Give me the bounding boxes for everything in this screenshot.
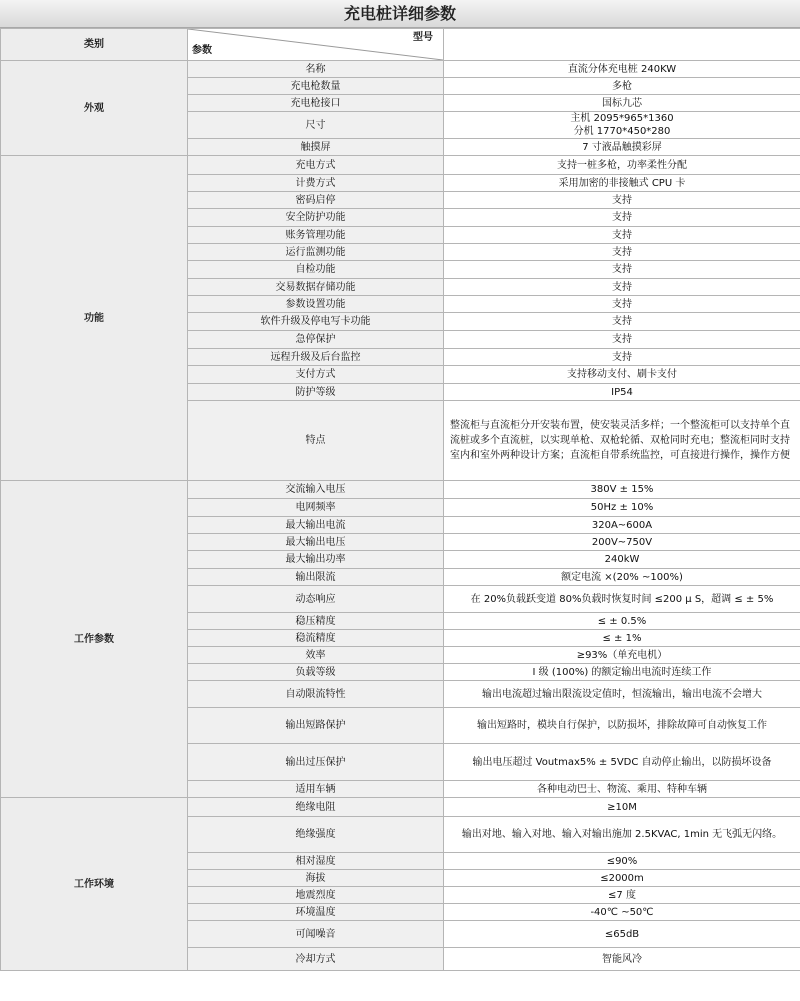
- param-value-cell: [444, 384, 800, 401]
- param-name-cell: 输出短路保护: [188, 708, 444, 744]
- param-value-cell: [444, 139, 800, 156]
- param-name-cell: 输出限流: [188, 569, 444, 586]
- param-value-cell: [444, 904, 800, 921]
- param-name-cell: 触摸屏: [188, 139, 444, 156]
- param-name-cell: 交流输入电压: [188, 481, 444, 499]
- value-line: 支持: [612, 334, 632, 345]
- param-value-cell: [444, 61, 800, 78]
- value-line: 国标九芯: [602, 97, 642, 109]
- param-name-cell: 安全防护功能: [188, 209, 444, 227]
- value-line: ≤7 度: [608, 889, 636, 901]
- header-diagonal-line: [188, 29, 443, 60]
- value-line: 支持: [612, 246, 632, 258]
- param-value-cell: [444, 681, 800, 708]
- param-value-cell: [444, 708, 800, 744]
- spec-row: [1, 156, 800, 175]
- param-value-cell: [444, 313, 800, 331]
- value-line: 支持: [612, 229, 632, 241]
- value-line: ≤ ± 0.5%: [597, 615, 647, 627]
- param-value-cell: [444, 647, 800, 664]
- spec-row: [1, 798, 800, 817]
- param-name-cell: 冷却方式: [188, 948, 444, 971]
- param-name-cell: 充电方式: [188, 156, 444, 175]
- param-name-cell: 绝缘强度: [188, 817, 444, 853]
- value-line: 输出电流超过输出限流设定值时，恒流输出，输出电流不会增大: [482, 688, 762, 700]
- param-value-cell: [444, 366, 800, 384]
- param-value-cell: [444, 78, 800, 95]
- value-line: 分机 1770*450*280: [573, 126, 671, 137]
- value-line: 各种电动巴士、物流、乘用、特种车辆: [537, 783, 707, 795]
- param-value-cell: [444, 481, 800, 499]
- value-line: 输出电压超过 Voutmax5% ± 5VDC 自动停止输出，以防损坏设备: [472, 756, 772, 768]
- value-line: ≤90%: [606, 855, 638, 867]
- value-line: 200V~750V: [591, 536, 653, 548]
- param-name-cell: 稳压精度: [188, 613, 444, 630]
- value-line: 支持: [612, 298, 632, 310]
- param-value-cell: [444, 798, 800, 817]
- param-name-cell: 环境温度: [188, 904, 444, 921]
- param-name-cell: 防护等级: [188, 384, 444, 401]
- category-cell: 功能: [1, 156, 188, 481]
- param-name-cell: 最大输出电流: [188, 517, 444, 534]
- value-line: 支持: [612, 212, 632, 223]
- value-line: ≤2000m: [600, 872, 644, 884]
- value-line: 320A~600A: [591, 519, 653, 531]
- param-name-cell: 海拔: [188, 870, 444, 887]
- param-value-cell: [444, 948, 800, 971]
- param-value-cell: [444, 192, 800, 209]
- param-name-cell: 软件升级及停电写卡功能: [188, 313, 444, 331]
- param-value-cell: [444, 744, 800, 781]
- param-value-cell: [444, 156, 800, 175]
- header-category: 类别: [1, 29, 188, 61]
- param-name-cell: 特点: [188, 401, 444, 481]
- spec-row: [1, 61, 800, 78]
- spec-table: [0, 28, 800, 971]
- param-value-cell: [444, 331, 800, 349]
- value-line: 支持: [612, 316, 632, 327]
- param-value-cell: [444, 817, 800, 853]
- param-name-cell: 支付方式: [188, 366, 444, 384]
- value-line: 支持一桩多枪，功率柔性分配: [557, 159, 687, 171]
- param-name-cell: 运行监测功能: [188, 244, 444, 261]
- value-line: I 级 (100%) 的额定输出电流时连续工作: [532, 666, 712, 678]
- value-line: 支持: [612, 264, 632, 275]
- param-name-cell: 最大输出功率: [188, 551, 444, 569]
- param-value-cell: [444, 534, 800, 551]
- param-name-cell: 远程升级及后台监控: [188, 349, 444, 366]
- category-cell: 工作参数: [1, 481, 188, 798]
- category-cell: 外观: [1, 61, 188, 156]
- header-param: 参数: [192, 45, 212, 56]
- param-name-cell: 密码启停: [188, 192, 444, 209]
- param-value-cell: [444, 279, 800, 296]
- param-value-cell: [444, 244, 800, 261]
- header-model: 型号: [413, 32, 433, 43]
- value-line: 240kW: [604, 554, 640, 565]
- param-name-cell: 地震烈度: [188, 887, 444, 904]
- param-name-cell: 适用车辆: [188, 781, 444, 798]
- header-diagonal-cell: [188, 29, 444, 61]
- value-line: 输出对地、输入对地、输入对输出施加 2.5KVAC, 1min 无飞弧无闪络。: [461, 829, 783, 840]
- param-value-cell: [444, 175, 800, 192]
- value-line: ≥10M: [607, 801, 637, 813]
- param-name-cell: 名称: [188, 61, 444, 78]
- param-name-cell: 自动限流特性: [188, 681, 444, 708]
- param-value-cell: [444, 870, 800, 887]
- param-name-cell: 输出过压保护: [188, 744, 444, 781]
- value-line: 智能风冷: [602, 953, 642, 965]
- value-line: 输出短路时，模块自行保护，以防损坏，排除故障可自动恢复工作: [477, 720, 767, 731]
- value-line: 主机 2095*965*1360: [570, 113, 674, 124]
- param-name-cell: 动态响应: [188, 586, 444, 613]
- param-value-cell: [444, 517, 800, 534]
- param-name-cell: 参数设置功能: [188, 296, 444, 313]
- value-line: 7 寸液晶触摸彩屏: [582, 141, 662, 153]
- value-line: 多枪: [612, 80, 632, 92]
- param-name-cell: 可闻噪音: [188, 921, 444, 948]
- param-value-cell: [444, 551, 800, 569]
- value-line: ≤ ± 1%: [602, 632, 642, 644]
- param-value-cell: [444, 112, 800, 139]
- param-value-cell: [444, 401, 800, 481]
- category-cell: 工作环境: [1, 798, 188, 971]
- value-line: ≥93%（单充电机）: [576, 649, 668, 661]
- param-name-cell: 交易数据存储功能: [188, 279, 444, 296]
- param-name-cell: 效率: [188, 647, 444, 664]
- param-name-cell: 自检功能: [188, 261, 444, 279]
- param-name-cell: 账务管理功能: [188, 227, 444, 244]
- spec-row: [1, 481, 800, 499]
- value-line: 在 20%负载跃变道 80%负载时恢复时间 ≤200 μ S，超调 ≤ ± 5%: [470, 593, 774, 605]
- param-name-cell: 计费方式: [188, 175, 444, 192]
- param-name-cell: 充电枪数量: [188, 78, 444, 95]
- param-value-cell: [444, 209, 800, 227]
- param-value-cell: [444, 586, 800, 613]
- param-value-cell: [444, 921, 800, 948]
- param-value-cell: [444, 853, 800, 870]
- param-name-cell: 充电枪接口: [188, 95, 444, 112]
- value-line: 支持: [612, 281, 632, 293]
- value-line: 采用加密的非接触式 CPU 卡: [558, 177, 686, 189]
- value-line: 支持: [612, 194, 632, 206]
- param-name-cell: 电网频率: [188, 499, 444, 517]
- header-row: [1, 29, 800, 61]
- value-line: 50Hz ± 10%: [590, 502, 654, 513]
- param-value-cell: [444, 499, 800, 517]
- param-value-cell: [444, 887, 800, 904]
- param-name-cell: 最大输出电压: [188, 534, 444, 551]
- value-line: 支持移动支付、刷卡支付: [567, 369, 677, 380]
- param-name-cell: 尺寸: [188, 112, 444, 139]
- param-value-cell: [444, 781, 800, 798]
- value-line: -40℃ ~50℃: [590, 906, 654, 918]
- value-line: 额定电流 ×(20% ~100%): [561, 571, 683, 583]
- param-value-cell: [444, 630, 800, 647]
- param-value-cell: [444, 349, 800, 366]
- value-line: IP54: [611, 386, 633, 398]
- param-value-cell: [444, 261, 800, 279]
- param-name-cell: 绝缘电阻: [188, 798, 444, 817]
- param-name-cell: 急停保护: [188, 331, 444, 349]
- value-line: 直流分体充电桩 240KW: [567, 63, 677, 75]
- page-title: 充电桩详细参数: [0, 0, 800, 28]
- param-value-cell: [444, 569, 800, 586]
- param-name-cell: 稳流精度: [188, 630, 444, 647]
- param-name-cell: 相对湿度: [188, 853, 444, 870]
- param-value-cell: [444, 95, 800, 112]
- header-blank: [444, 29, 800, 61]
- param-value-cell: [444, 613, 800, 630]
- value-line: ≤65dB: [604, 928, 640, 940]
- param-name-cell: 负载等级: [188, 664, 444, 681]
- value-line: 380V ± 15%: [590, 484, 654, 495]
- param-value-cell: [444, 296, 800, 313]
- param-value-cell: [444, 227, 800, 244]
- value-line: 支持: [612, 351, 632, 363]
- value-line: 整流柜与直流柜分开安装布置，使安装灵活多样；一个整流柜可以支持单个直流桩或多个直流桩，以实现单枪、双枪轮循、双枪同时充电；整流柜同时支持室内和室外两种设计方案；直流柜自带系统监控，可直接进行操作，操作方便: [450, 420, 790, 461]
- param-value-cell: [444, 664, 800, 681]
